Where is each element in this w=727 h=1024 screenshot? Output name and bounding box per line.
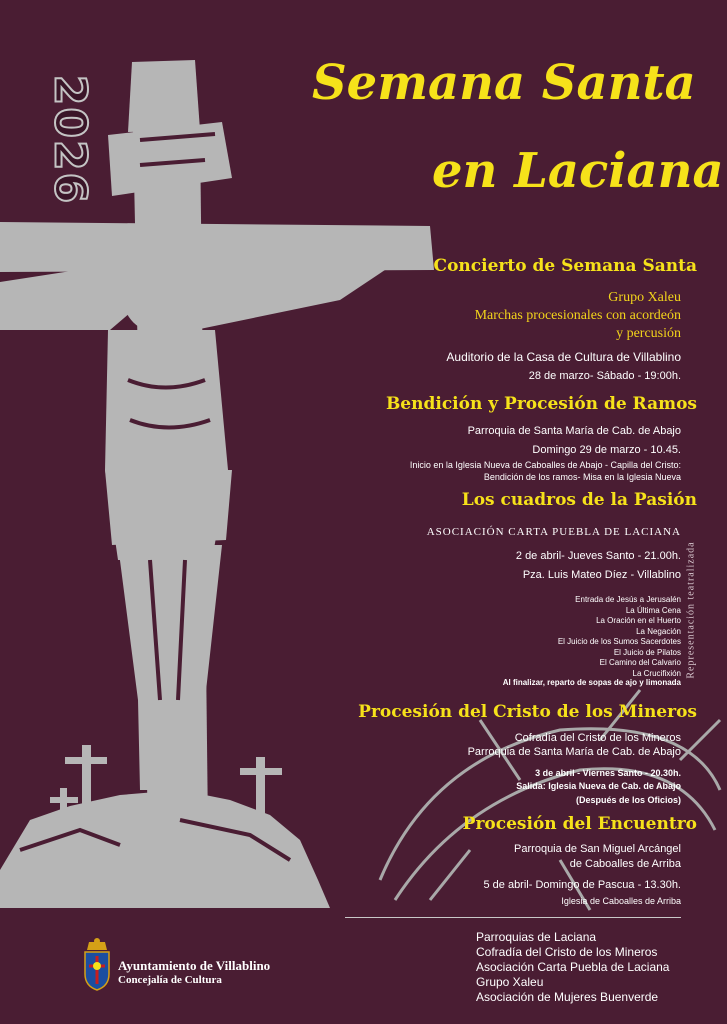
- cross-top-board: [128, 60, 200, 132]
- ramos-route2: Bendición de los ramos- Misa en la Iglesia Nueva: [483, 472, 681, 482]
- footer-dept: Concejalía de Cultura: [118, 974, 222, 986]
- footer-name: Ayuntamiento de Villablino: [118, 958, 271, 973]
- concierto-desc1: Marchas procesionales con acordeón: [474, 308, 681, 323]
- christ-head: [121, 248, 189, 332]
- pasion-scene-item: La Última Cena: [625, 605, 681, 615]
- pasion-scene-item: La Crucifixión: [632, 668, 681, 678]
- vertical-label: Representación teatralizada: [685, 541, 697, 679]
- encuentro-place: Iglesia de Caboalles de Arriba: [561, 896, 681, 906]
- encuentro-org1: Parroquia de San Miguel Arcángel: [514, 843, 681, 855]
- small-cross-3: [60, 788, 67, 824]
- divider: [345, 917, 681, 918]
- mineros-exit: Salida: Iglesia Nueva de Cab. de Abajo: [516, 781, 681, 791]
- page-title-line1: Semana Santa: [312, 55, 696, 111]
- encuentro-heading: Procesión del Encuentro: [462, 814, 697, 834]
- mineros-date: 3 de abril - Viernes Santo - 20.30h.: [535, 768, 681, 778]
- ramos-date: Domingo 29 de marzo - 10.45.: [532, 444, 681, 456]
- year-label: 2026: [44, 74, 96, 206]
- ramos-heading: Bendición y Procesión de Ramos: [385, 394, 697, 414]
- small-cross-1: [82, 745, 91, 815]
- concierto-desc2: y percusión: [616, 326, 681, 341]
- mineros-heading: Procesión del Cristo de los Mineros: [358, 702, 697, 722]
- pasion-scene-item: La Negación: [636, 626, 681, 636]
- ramos-route1: Inicio en la Iglesia Nueva de Caboalles de Abajo - Capilla del Cristo:: [409, 460, 681, 470]
- coat-of-arms-icon: [80, 936, 114, 994]
- pasion-scene-item: El Juicio de los Sumos Sacerdotes: [557, 637, 681, 646]
- pasion-scene-item: El Juicio de Pilatos: [613, 647, 681, 657]
- encuentro-org2: de Caboalles de Arriba: [569, 858, 681, 870]
- concierto-venue: Auditorio de la Casa de Cultura de Villablino: [446, 350, 681, 364]
- pasion-scene-item: El Camino del Calvario: [599, 658, 681, 667]
- participant-item: Grupo Xaleu: [476, 975, 544, 989]
- concierto-group: Grupo Xaleu: [608, 290, 681, 305]
- participant-item: Cofradía del Cristo de los Mineros: [476, 945, 658, 959]
- pasion-date: 2 de abril- Jueves Santo - 21.00h.: [515, 550, 681, 562]
- participant-item: Asociación Carta Puebla de Laciana: [476, 960, 670, 974]
- participants-list: [476, 930, 669, 1005]
- concierto-heading: Concierto de Semana Santa: [433, 256, 697, 276]
- pasion-note: Al finalizar, reparto de sopas de ajo y limonada: [502, 678, 681, 687]
- encuentro-date: 5 de abril- Domingo de Pascua - 13.30h.: [483, 879, 681, 891]
- pasion-scene-item: Entrada de Jesús a Jerusalén: [575, 595, 681, 604]
- pasion-org: ASOCIACIÓN CARTA PUEBLA DE LACIANA: [426, 526, 681, 538]
- participant-item: Parroquias de Laciana: [476, 930, 597, 944]
- small-cross-2: [256, 757, 265, 817]
- pasion-heading: Los cuadros de la Pasión: [461, 490, 697, 510]
- ramos-place: Parroquia de Santa María de Cab. de Abajo: [467, 425, 681, 437]
- christ-loincloth: [105, 470, 232, 545]
- calvary-hill: [0, 790, 330, 908]
- mineros-org2: Parroquia de Santa María de Cab. de Abajo: [467, 746, 681, 758]
- concierto-date: 28 de marzo- Sábado - 19:00h.: [528, 370, 681, 382]
- mineros-org1: Cofradía del Cristo de los Mineros: [514, 732, 681, 744]
- pasion-place: Pza. Luis Mateo Díez - Villablino: [522, 569, 681, 581]
- page-title-line2: en Laciana: [432, 143, 724, 199]
- pasion-scene-item: La Oración en el Huerto: [596, 616, 681, 625]
- participant-item: Asociación de Mujeres Buenverde: [476, 990, 659, 1004]
- mineros-after: (Después de los Oficios): [575, 795, 681, 805]
